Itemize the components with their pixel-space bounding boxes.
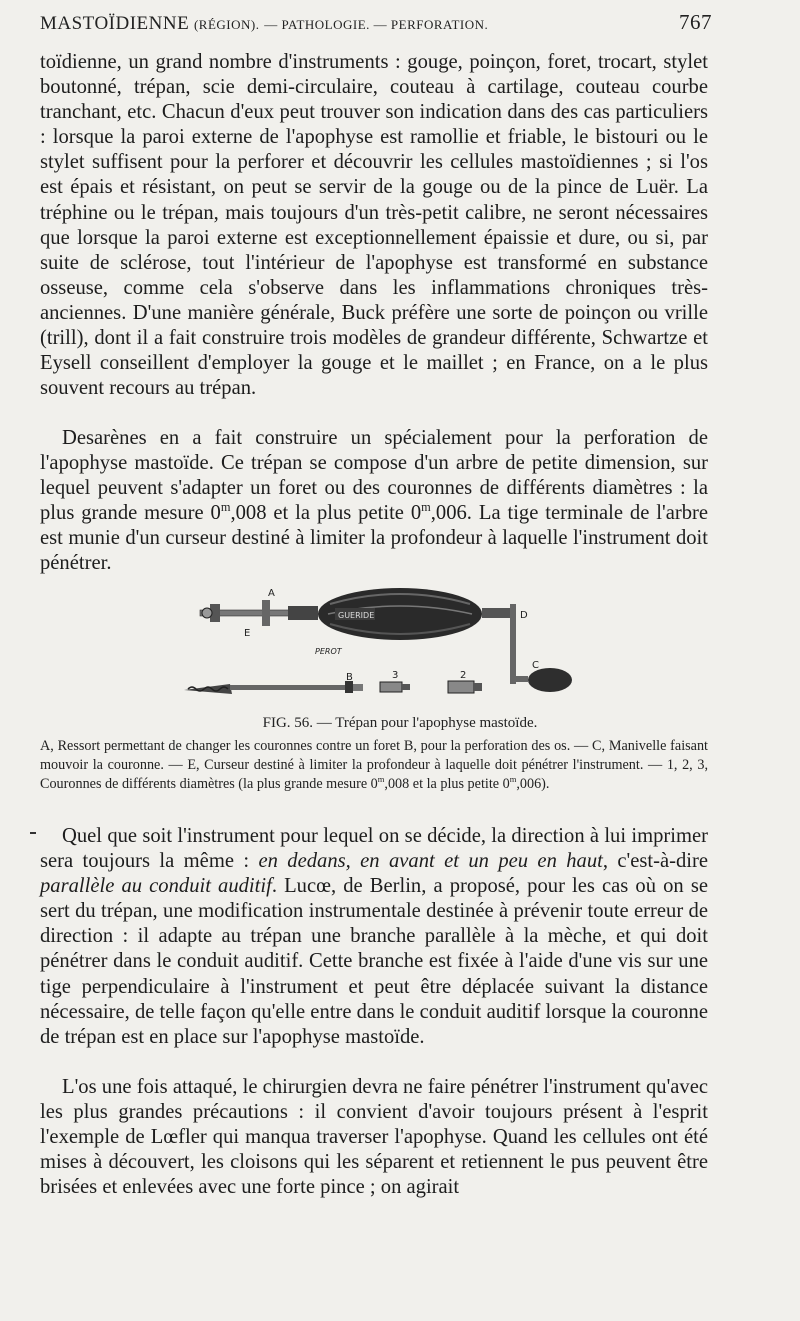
header-region: (RÉGION). xyxy=(193,17,260,32)
handle xyxy=(318,588,482,640)
label-d: D xyxy=(520,610,528,621)
paragraph-2-part-b: ,008 et la plus petite 0 xyxy=(230,502,422,525)
paragraph-1-text: toïdienne, un grand nombre d'instruments : gouge, poinçon, foret, trocart, stylet boutonné, trépan, scie demi-circulaire, couteau à cartilage, couteau courbe tranchant, etc. Chacun d'eux peut trouver son indication dans des cas particuliers : lorsque la paroi externe de l'apophyse est ramollie et friable, le bistouri ou le stylet suffisent pour la perforer et découvrir les cellules mastoïdiennes ; si l'os est épais et résistant, on peut se servir de la gouge ou de la pince de Luër. La tréphine ou le trépan, mais toujours d'un très-petit calibre, ne seront nécessaires que lorsque la paroi externe est exceptionnellement épaissie et dure, ou si, par suite de sclérose, tout l'intérieur de l'apophyse est transformé en substance osseuse, comme cela s'observe dans les inflammations chroniques très-anciennes. D'une manière générale, Buck préfère une sorte de poinçon ou vrille (trill), dont il a fait construire trois modèles de grandeur différente, Schwartze et Eysell conseillent d'employer la gouge et le maillet ; en France, on a le plus souvent recours au trépan. xyxy=(40,51,708,400)
page-number: 767 xyxy=(679,10,712,34)
drill-bit-b xyxy=(184,681,363,694)
header-section: — PATHOLOGIE. — PERFORATION. xyxy=(264,17,489,32)
label-2: 2 xyxy=(460,670,467,681)
legend-part-c: ,006). xyxy=(516,776,550,793)
paragraph-3-emphasis-2: parallèle au conduit auditif xyxy=(40,875,272,898)
paragraph-3-text xyxy=(40,824,708,1050)
paragraph-2-part-a: Desarènes en a fait construire un spécialement pour la perforation de l'apophyse mastoïde. Ce trépan se compose d'un arbre de petite dimension, sur lequel peuvent s'adapter un foret ou des couronnes de différents diamètres : la plus grande mesure 0 xyxy=(40,427,708,525)
label-3: 3 xyxy=(392,670,399,681)
running-header xyxy=(40,10,712,35)
crown-2 xyxy=(448,681,482,693)
legend-part-b: ,008 et la plus petite 0 xyxy=(384,776,510,793)
label-e: E xyxy=(244,628,251,639)
paragraph-3-part-b: , c'est-à-dire xyxy=(602,850,709,873)
label-a: A xyxy=(268,588,275,599)
paragraph-3-emphasis-1: en dedans, en avant et un peu en haut xyxy=(258,850,603,873)
label-b: B xyxy=(346,672,353,683)
paragraph-3 xyxy=(40,824,708,1050)
paragraph-4-text: L'os une fois attaqué, le chirurgien devra ne faire pénétrer l'instrument qu'avec les plus grandes précautions : il convient d'avoir toujours présent à l'esprit l'exemple de Lœfler qui manqua traverser l'apophyse. Quand les cellules ont été mises à découvert, les cloisons qui les séparent et retiennent le pus peuvent être brisées et enlevées avec une forte pince ; on agirait xyxy=(40,1076,708,1199)
margin-mark xyxy=(30,832,36,834)
handle-engraving: GUERIDE xyxy=(338,611,375,620)
unit-superscript: m xyxy=(220,500,231,515)
label-c: C xyxy=(532,660,539,671)
paragraph-3-part-a: Quel que soit l'instrument pour lequel on se décide, la direction à lui imprimer sera toujours la même : xyxy=(40,825,708,873)
crown-3 xyxy=(380,682,410,692)
unit-superscript: m xyxy=(509,774,517,785)
figure-caption: FIG. 56. — Trépan pour l'apophyse mastoïde. xyxy=(262,715,538,731)
figure-legend xyxy=(40,737,708,795)
unit-superscript: m xyxy=(377,774,385,785)
paragraph-4 xyxy=(40,1075,708,1200)
header-title: MASTOÏDIENNE xyxy=(40,13,190,34)
paragraph-3-part-c: . Lucœ, de Berlin, a proposé, pour les cas où on se sert du trépan, une modification instrumentale destinée à prévenir toute erreur de direction : il adapte au trépan une branche parallèle à la mèche, et qui doit pénétrer dans le conduit auditif. Cette branche est fixée à l'aide d'une vis sur une tige perpendiculaire à l'instrument et peut être déplacée suivant la distance nécessaire, de telle façon qu'elle entre dans le conduit auditif lorsque la couronne de trépan est en place sur l'apophyse mastoïde. xyxy=(40,875,708,1048)
legend-part-a: A, Ressort permettant de changer les couronnes contre un foret B, pour la perforation des os. — C, Manivelle faisant mouvoir la couronne. — E, Curseur destiné à limiter la profondeur à laquelle doit pénétrer l'instrument. — 1, 2, 3, Couronnes de différents diamètres (la plus grande mesure 0 xyxy=(40,738,708,793)
trepan-figure xyxy=(170,584,590,702)
header-title-group xyxy=(40,13,488,35)
trepan-shaft xyxy=(200,600,318,626)
engraver-signature: PEROT xyxy=(315,647,342,656)
paragraph-2-text xyxy=(40,426,708,577)
paragraph-2 xyxy=(40,426,708,577)
unit-superscript: m xyxy=(421,500,431,515)
paragraph-2-part-c: ,006. La tige terminale de l'arbre est munie d'un curseur destiné à limiter la profondeur à laquelle l'instrument doit pénétrer. xyxy=(40,502,709,575)
paragraph-1 xyxy=(40,50,708,401)
